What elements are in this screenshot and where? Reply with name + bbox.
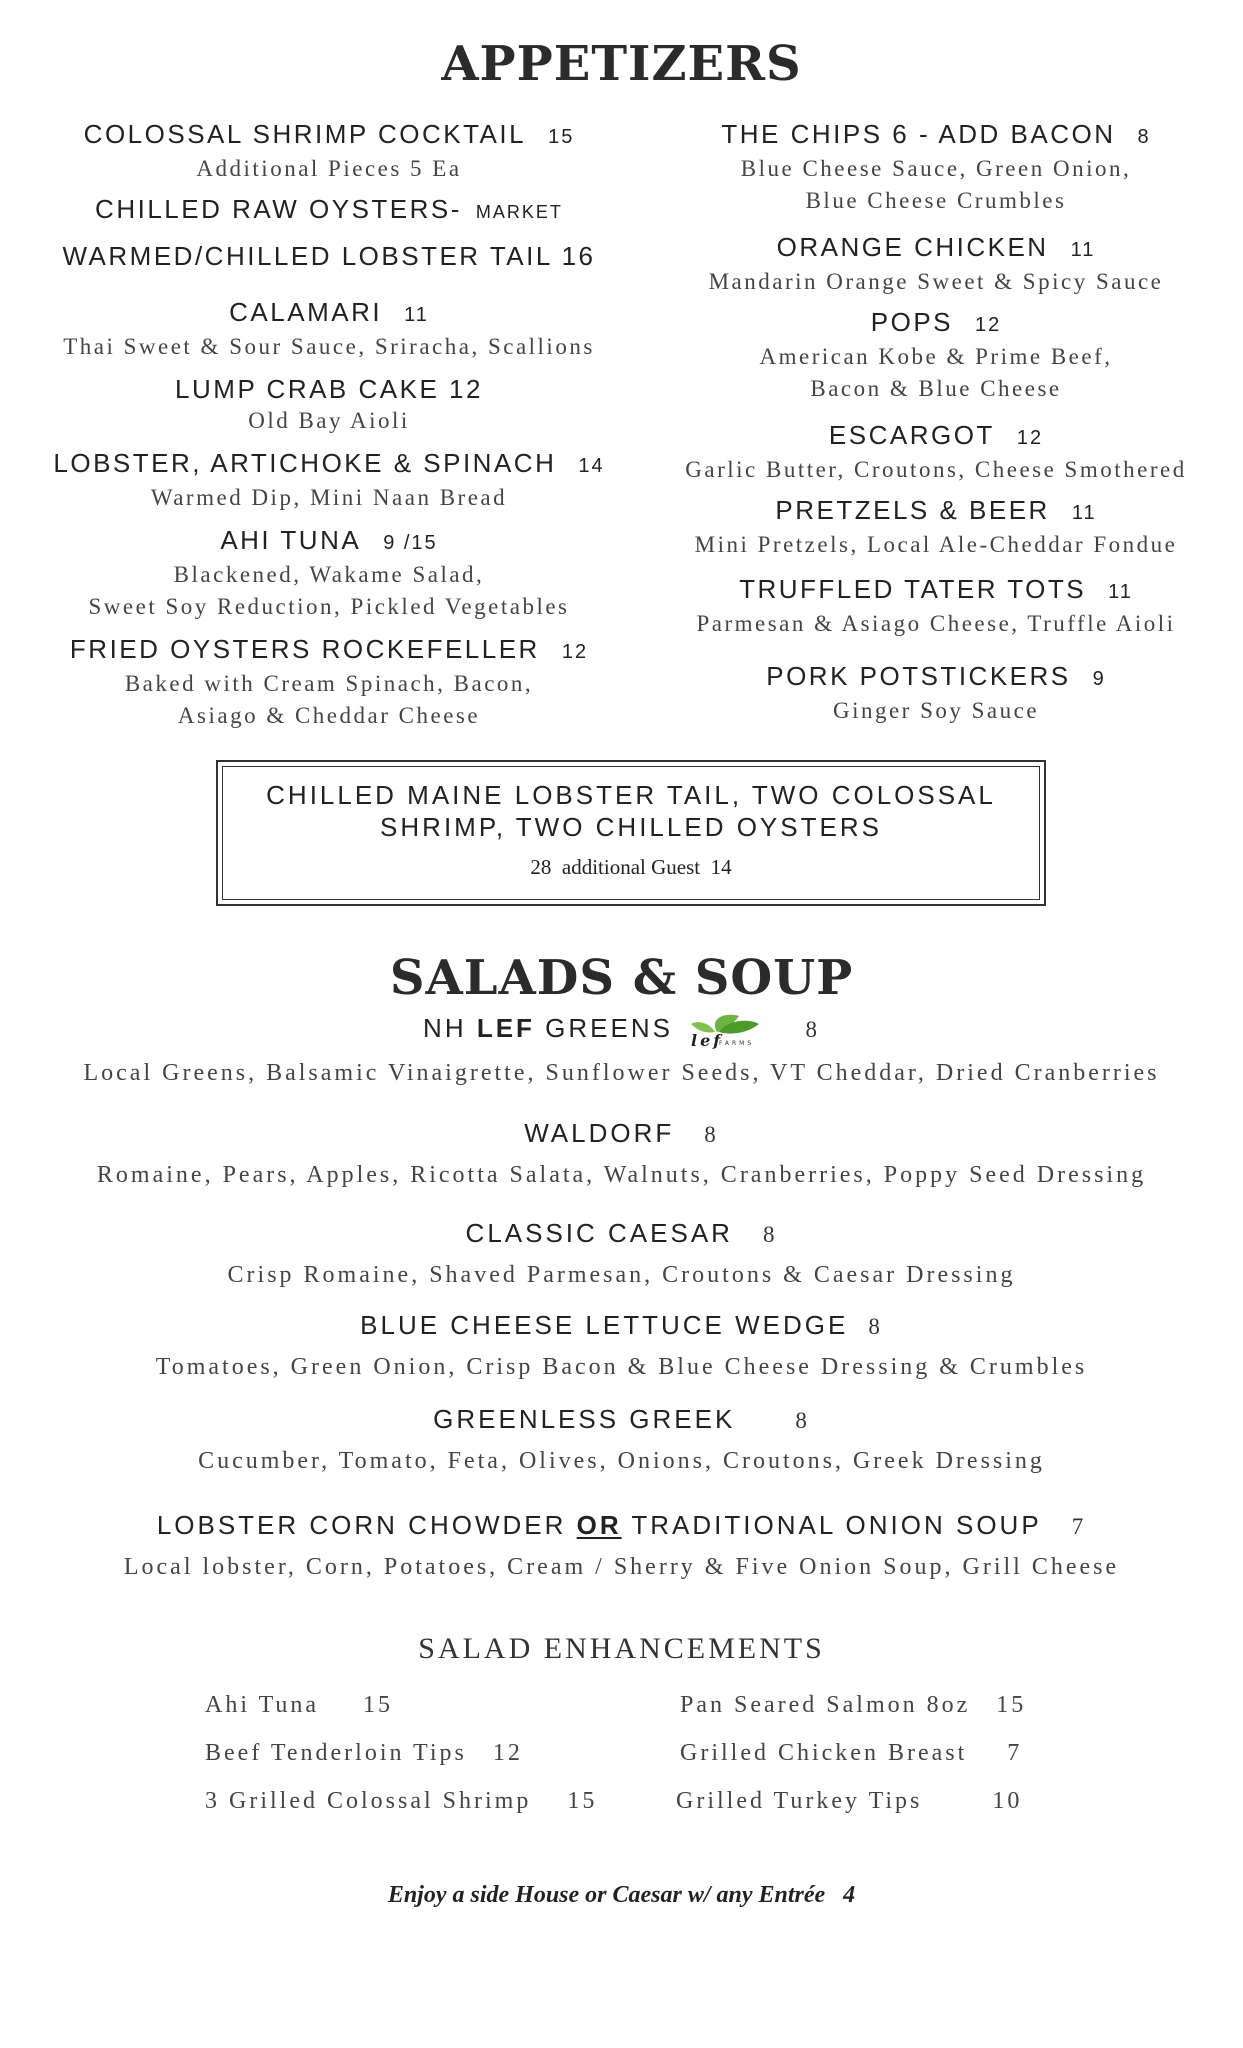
salad-item-caesar <box>0 1216 1243 1292</box>
item-description: Tomatoes, Green Onion, Crisp Bacon & Blue Cheese Dressing & Crumbles <box>155 1354 1088 1380</box>
salad-item-lef-greens <box>0 1010 1243 1090</box>
item-name: WARMED/CHILLED LOBSTER TAIL 16 <box>62 241 596 271</box>
item-price: 12 <box>1016 427 1044 449</box>
menu-item <box>24 524 634 623</box>
enhancement-name: Beef Tenderloin Tips <box>205 1740 467 1766</box>
enhancement-price: 10 <box>992 1788 1023 1814</box>
item-price: 9 /15 <box>383 532 438 554</box>
menu-item <box>24 373 634 437</box>
menu-item <box>24 447 634 514</box>
item-price: 11 <box>404 304 429 326</box>
item-description: Asiago & Cheddar Cheese <box>177 703 481 728</box>
salad-item-greek <box>0 1402 1243 1478</box>
item-description: Cucumber, Tomato, Feta, Olives, Onions, Croutons, Greek Dressing <box>198 1448 1045 1474</box>
item-price: 8 <box>704 1122 719 1147</box>
menu-item <box>646 419 1226 486</box>
combo-box <box>216 760 1046 906</box>
enhancement-item <box>680 1740 1022 1767</box>
item-name: CHILLED RAW OYSTERS- <box>95 194 462 224</box>
appetizers-title: APPETIZERS <box>441 36 802 92</box>
menu-item <box>646 573 1226 640</box>
item-name: ORANGE CHICKEN <box>776 232 1049 262</box>
menu-item <box>24 193 634 228</box>
combo-inner-border <box>222 766 1040 900</box>
item-description: Mini Pretzels, Local Ale-Cheddar Fondue <box>694 532 1178 557</box>
item-name: LUMP CRAB CAKE 12 <box>175 374 483 404</box>
appetizers-right-column <box>646 118 1226 727</box>
menu-item <box>24 633 634 732</box>
menu-item <box>24 118 634 185</box>
item-price: MARKET <box>475 202 563 222</box>
enhancement-name: Grilled Chicken Breast <box>680 1740 968 1766</box>
item-description: Thai Sweet & Sour Sauce, Sriracha, Scallions <box>63 334 595 359</box>
item-description: Warmed Dip, Mini Naan Bread <box>150 485 508 510</box>
item-price: 8 <box>1137 126 1151 148</box>
combo-title <box>253 779 1009 843</box>
item-name: BLUE CHEESE LETTUCE WEDGE <box>360 1310 849 1340</box>
appetizers-left-column <box>24 118 634 732</box>
item-name: PRETZELS & BEER <box>775 495 1050 525</box>
enhancement-item <box>205 1788 597 1815</box>
item-name-suffix: GREENS <box>534 1012 673 1043</box>
item-price: 12 <box>975 314 1002 336</box>
item-description: Local lobster, Corn, Potatoes, Cream / Sherry & Five Onion Soup, Grill Cheese <box>123 1554 1120 1580</box>
menu-item <box>24 296 634 363</box>
item-price: 11 <box>1108 581 1133 603</box>
salad-item-waldorf <box>0 1116 1243 1192</box>
footer-note: Enjoy a side House or Caesar w/ any Entrée 4 <box>387 1882 856 1908</box>
enhancement-name: 3 Grilled Colossal Shrimp <box>205 1788 532 1814</box>
item-description: Additional Pieces 5 Ea <box>196 156 462 181</box>
item-name: WALDORF <box>524 1118 675 1148</box>
logo-subtext: FARMS <box>719 1040 755 1047</box>
item-price: 14 <box>578 455 605 477</box>
logo-wordmark: lef <box>691 1031 724 1050</box>
enhancement-item <box>205 1740 523 1767</box>
item-name: TRUFFLED TATER TOTS <box>739 574 1087 604</box>
enhancement-item <box>680 1692 1026 1719</box>
menu-item <box>646 306 1226 405</box>
item-name: CLASSIC CAESAR <box>465 1218 733 1248</box>
enhancement-name: Pan Seared Salmon 8oz <box>680 1692 971 1718</box>
enhancement-price: 7 <box>1007 1740 1023 1766</box>
salads-title: SALADS & SOUP <box>389 950 854 1006</box>
combo-title-line: CHILLED MAINE LOBSTER TAIL, TWO COLOSSAL <box>266 780 996 810</box>
item-description: Garlic Butter, Croutons, Cheese Smothered <box>685 457 1187 482</box>
item-price: 7 <box>1071 1514 1087 1539</box>
item-name: TRADITIONAL ONION SOUP <box>621 1510 1042 1540</box>
lef-farms-logo-icon <box>687 1010 761 1050</box>
item-price: 11 <box>1071 502 1097 524</box>
item-description: Baked with Cream Spinach, Bacon, <box>124 671 534 696</box>
item-name: GREENLESS GREEK <box>433 1404 736 1434</box>
item-description: American Kobe & Prime Beef, <box>759 344 1113 369</box>
item-name-prefix: NH <box>423 1012 477 1043</box>
menu-item <box>646 494 1226 561</box>
item-price: 8 <box>805 1016 820 1042</box>
enhancement-item <box>205 1692 393 1719</box>
item-name: ESCARGOT <box>828 420 995 450</box>
enhancement-price: 12 <box>492 1740 523 1766</box>
enhancements-title: SALAD ENHANCEMENTS <box>418 1632 825 1665</box>
enhancement-item <box>676 1788 1022 1815</box>
item-description: Parmesan & Asiago Cheese, Truffle Aioli <box>696 611 1176 636</box>
menu-item <box>646 231 1226 298</box>
menu-item <box>24 240 634 272</box>
menu-item <box>646 118 1226 217</box>
enhancement-price: 15 <box>567 1788 598 1814</box>
lef-brand: LEF <box>476 1012 535 1043</box>
item-name: LOBSTER, ARTICHOKE & SPINACH <box>53 448 557 478</box>
item-price: 12 <box>561 641 589 663</box>
item-description: Sweet Soy Reduction, Pickled Vegetables <box>88 594 570 619</box>
soup-item <box>0 1508 1243 1584</box>
combo-title-line: SHRIMP, TWO CHILLED OYSTERS <box>380 812 882 842</box>
item-name: FRIED OYSTERS ROCKEFELLER <box>69 634 540 664</box>
item-description: Mandarin Orange Sweet & Spicy Sauce <box>708 269 1164 294</box>
item-price: 11 <box>1070 239 1096 261</box>
item-description: Old Bay Aioli <box>248 408 410 433</box>
menu-item <box>646 660 1226 727</box>
item-price: 15 <box>548 126 575 148</box>
item-name: COLOSSAL SHRIMP COCKTAIL <box>83 119 527 149</box>
item-description: Blackened, Wakame Salad, <box>173 562 485 587</box>
enhancement-price: 15 <box>363 1692 394 1718</box>
item-description: Local Greens, Balsamic Vinaigrette, Sunflower Seeds, VT Cheddar, Dried Cranberries <box>83 1060 1160 1086</box>
enhancement-name: Grilled Turkey Tips <box>676 1788 923 1814</box>
enhancement-price: 15 <box>996 1692 1027 1718</box>
item-name: POPS <box>870 307 953 337</box>
salad-item-wedge <box>0 1308 1243 1384</box>
item-description: Crisp Romaine, Shaved Parmesan, Croutons & Caesar Dressing <box>227 1262 1016 1288</box>
item-name: LOBSTER CORN CHOWDER <box>156 1510 577 1540</box>
item-description: Blue Cheese Crumbles <box>805 188 1067 213</box>
item-description: Bacon & Blue Cheese <box>810 376 1062 401</box>
or-emphasis: OR <box>576 1510 622 1540</box>
item-name: THE CHIPS 6 - ADD BACON <box>721 119 1116 149</box>
item-name: PORK POTSTICKERS <box>766 661 1071 691</box>
item-price: 9 <box>1092 668 1106 690</box>
item-price: 8 <box>762 1222 778 1247</box>
combo-price: 28 additional Guest 14 <box>530 855 732 879</box>
item-name: CALAMARI <box>229 297 383 327</box>
enhancement-name: Ahi Tuna <box>205 1692 320 1718</box>
item-description: Romaine, Pears, Apples, Ricotta Salata, Walnuts, Cranberries, Poppy Seed Dressing <box>96 1162 1147 1188</box>
item-description: Blue Cheese Sauce, Green Onion, <box>740 156 1132 181</box>
item-name: AHI TUNA <box>220 525 362 555</box>
item-price: 8 <box>795 1408 810 1433</box>
item-description: Ginger Soy Sauce <box>832 698 1040 723</box>
item-price: 8 <box>868 1314 883 1339</box>
